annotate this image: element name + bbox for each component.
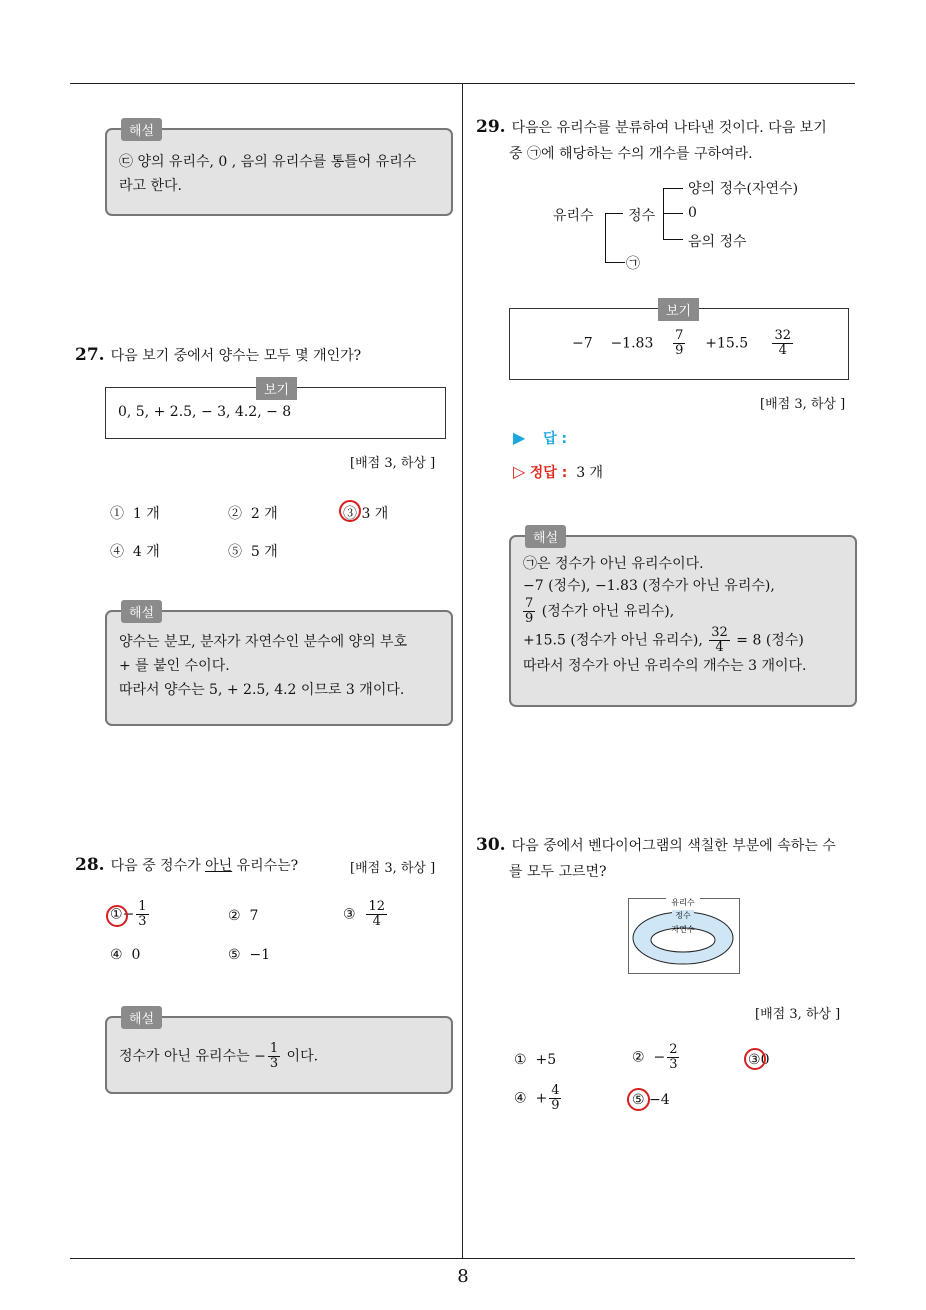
q29-number: 29. bbox=[476, 117, 506, 137]
q29-bogi-tag: 보기 bbox=[658, 298, 699, 321]
q30-venn-diagram bbox=[628, 898, 740, 974]
q26-solution-line2: 라고 한다. bbox=[119, 178, 182, 194]
venn-outer-label: 유리수 bbox=[671, 898, 695, 907]
q29-solution-line1: ㉠은 정수가 아닌 유리수이다. bbox=[523, 556, 704, 572]
tree-positive-integer: 양의 정수(자연수) bbox=[688, 181, 799, 197]
q26-solution-line1: ㉢ 양의 유리수, 0 , 음의 유리수를 통틀어 유리수 bbox=[119, 154, 417, 170]
q30-option-3[interactable]: ③0 bbox=[748, 1052, 770, 1068]
tree-zero: 0 bbox=[688, 205, 697, 221]
tree-line-pos-h bbox=[663, 188, 683, 189]
q27-question bbox=[75, 342, 361, 369]
q28-solution-text: 정수가 아닌 유리수는 − $\frac{1}{3}$ 이다. bbox=[119, 1041, 319, 1071]
q27-bogi-box bbox=[105, 383, 446, 439]
q28-option-5[interactable]: ⑤ −1 bbox=[228, 947, 271, 963]
q29-correct-row: ▷ 정답 : 3 개 bbox=[513, 462, 604, 481]
q27-number: 27. bbox=[75, 345, 105, 365]
q29-bogi-box bbox=[509, 304, 849, 380]
q27-option-4[interactable]: ④ 4 개 bbox=[110, 544, 160, 560]
q29-solution-line4: +15.5 (정수가 아닌 유리수), $\frac{32}{4}$ = 8 (정수) bbox=[523, 625, 804, 655]
q28-solution-box bbox=[105, 1012, 453, 1094]
q28-question: 28. 다음 중 정수가 아닌 유리수는? bbox=[75, 855, 299, 875]
q29-points: [배점 3, 하상 ] bbox=[760, 397, 846, 412]
q28-solution-tag: 해설 bbox=[121, 1006, 162, 1029]
tree-line-neg-h bbox=[663, 239, 683, 240]
q29-solution-tag: 해설 bbox=[525, 525, 566, 548]
q28-selected-mark bbox=[106, 905, 128, 927]
q29-bogi-content: −7 −1.83 $\frac{7}{9}$ +15.5 $\frac{32}{4}$ bbox=[572, 328, 791, 358]
q28-points: [배점 3, 하상 ] bbox=[350, 861, 436, 876]
q29-correct-label: 정답 : bbox=[529, 465, 568, 481]
q27-solution-line1: 양수는 분모, 분자가 자연수인 분수에 양의 부호 bbox=[119, 634, 408, 650]
tree-line-other-h bbox=[605, 262, 625, 263]
tree-line-root-h bbox=[605, 213, 623, 214]
tree-line-root-v bbox=[605, 213, 606, 263]
q29-correct-value: 3 개 bbox=[576, 465, 604, 481]
q30-question: 30. 다음 중에서 벤다이어그램의 색칠한 부분에 속하는 수 를 모두 고르면? bbox=[476, 835, 836, 880]
q28-option-2[interactable]: ② 7 bbox=[228, 908, 259, 924]
q29-solution-box bbox=[509, 531, 857, 707]
venn-middle-label: 정수 bbox=[675, 911, 691, 920]
venn-inner-label: 자연수 bbox=[671, 925, 695, 934]
q27-option-5[interactable]: ⑤ 5 개 bbox=[228, 544, 278, 560]
q27-option-2[interactable]: ② 2 개 bbox=[228, 506, 278, 522]
page-number: 8 bbox=[457, 1266, 469, 1287]
q29-answer-row: ▶ 답 : bbox=[513, 428, 568, 447]
q28-number: 28. bbox=[75, 855, 105, 875]
q27-solution-box bbox=[105, 606, 453, 726]
bottom-rule bbox=[70, 1258, 855, 1259]
tree-root-label: 유리수 bbox=[553, 208, 594, 224]
tree-negative-integer: 음의 정수 bbox=[688, 234, 747, 250]
column-divider bbox=[462, 84, 463, 1258]
q27-text: 다음 보기 중에서 양수는 모두 몇 개인가? bbox=[110, 348, 362, 364]
q30-points: [배점 3, 하상 ] bbox=[755, 1007, 841, 1022]
q29-solution-line5: 따라서 정수가 아닌 유리수의 개수는 3 개이다. bbox=[523, 658, 807, 674]
q27-option-3[interactable]: ③ 3 개 bbox=[343, 506, 389, 522]
q27-option-1[interactable]: ① 1 개 bbox=[110, 506, 160, 522]
q27-bogi-tag: 보기 bbox=[256, 377, 297, 400]
q26-solution-box bbox=[105, 124, 453, 216]
q27-selected-mark bbox=[339, 500, 361, 522]
q30-option-4[interactable]: ④ + $\frac{4}{9}$ bbox=[514, 1083, 560, 1113]
q29-solution-line3: $\frac{7}{9}$ (정수가 아닌 유리수), bbox=[525, 596, 675, 626]
tree-line-int-v bbox=[663, 188, 664, 240]
q30-selected-mark-3 bbox=[744, 1048, 766, 1070]
tree-line-int-h bbox=[663, 213, 683, 214]
q28-option-3[interactable]: ③ $\frac{12}{4}$ bbox=[343, 899, 386, 929]
tree-other-label: ㉠ bbox=[626, 256, 640, 272]
q30-number: 30. bbox=[476, 835, 506, 855]
q29-question: 29. 다음은 유리수를 분류하여 나타낸 것이다. 다음 보기 중 ㉠에 해당하는 수의 개수를 구하여라. bbox=[476, 117, 827, 162]
q27-solution-line2: + 를 붙인 수이다. bbox=[119, 658, 230, 674]
q28-underlined-word: 아닌 bbox=[205, 858, 233, 874]
q30-option-5[interactable]: ⑤ −4 bbox=[632, 1092, 670, 1108]
q27-solution-tag: 해설 bbox=[121, 600, 162, 623]
q29-solution-line2: −7 (정수), −1.83 (정수가 아닌 유리수), bbox=[523, 578, 775, 594]
q30-option-1[interactable]: ① +5 bbox=[514, 1052, 557, 1068]
q28-option-1[interactable]: ①− $\frac{1}{3}$ bbox=[110, 899, 147, 929]
q28-option-4[interactable]: ④ 0 bbox=[110, 947, 141, 963]
q30-selected-mark-5 bbox=[627, 1088, 650, 1111]
q29-answer-label: 답 : bbox=[543, 431, 568, 447]
q27-solution-line3: 따라서 양수는 5, + 2.5, 4.2 이므로 3 개이다. bbox=[119, 682, 405, 698]
tree-integer-label: 정수 bbox=[628, 208, 656, 224]
q27-points: [배점 3, 하상 ] bbox=[350, 456, 436, 471]
q30-option-2[interactable]: ② − $\frac{2}{3}$ bbox=[632, 1042, 678, 1072]
q27-bogi-content: 0, 5, + 2.5, − 3, 4.2, − 8 bbox=[118, 404, 292, 420]
q26-solution-tag: 해설 bbox=[121, 118, 162, 141]
